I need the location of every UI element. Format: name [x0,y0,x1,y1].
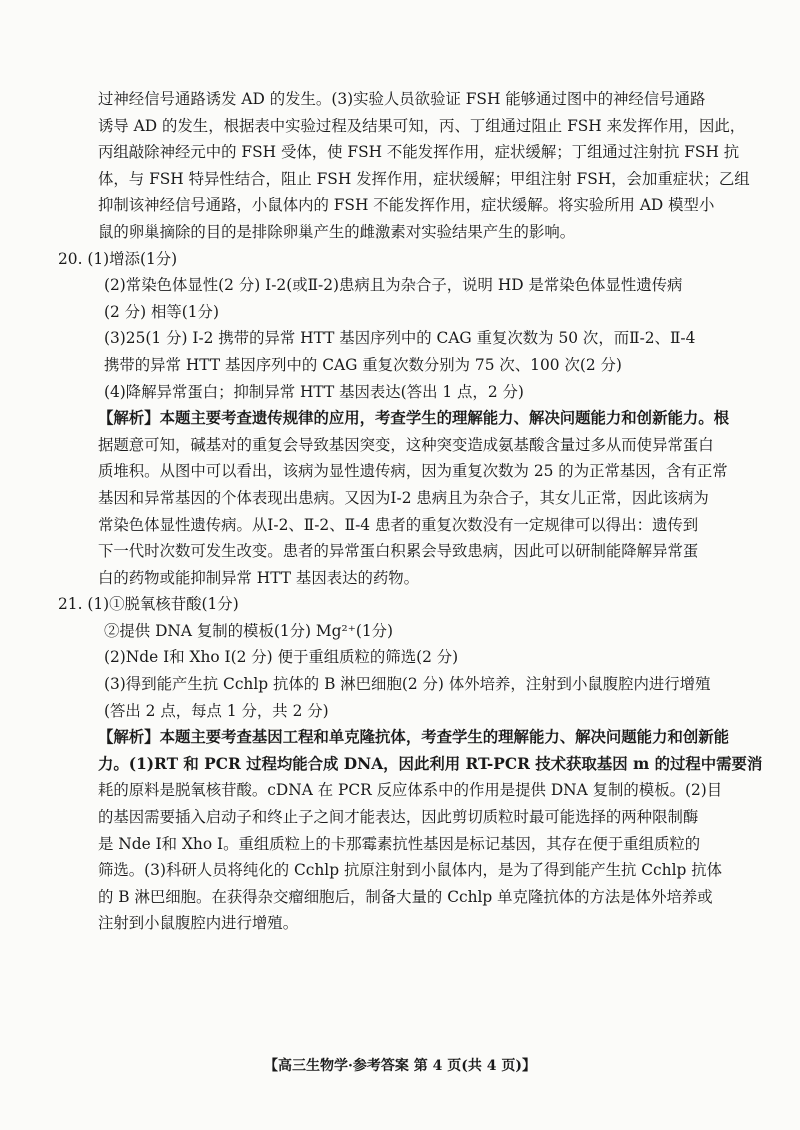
q20-analysis-line: 质堆积。从图中可以看出，该病为显性遗传病，因为重复次数为 25 的为正常基因，含有正常 [98,462,728,481]
q19-analysis-line: 过神经信号通路诱发 AD 的发生。(3)实验人员欲验证 FSH 能够通过图中的神经信号通路 [98,90,706,108]
q20-answer-line: 携带的异常 HTT 基因序列中的 CAG 重复次数分别为 75 次、100 次(2 分) [104,355,622,374]
q21-answer-line: (3)得到能产生抗 Cchlp 抗体的 B 淋巴细胞(2 分) 体外培养，注射到小鼠腹腔内进行增殖 [104,675,711,694]
q19-analysis-line: 诱导 AD 的发生，根据表中实验过程及结果可知，丙、丁组通过阻止 FSH 来发挥作用，因此， [98,116,746,135]
q20-analysis-line: 据题意可知，碱基对的重复会导致基因突变，这种突变造成氨基酸含量过多从而使异常蛋白 [98,435,714,454]
q21-analysis-line: 力。(1)RT 和 PCR 过程均能合成 DNA，因此利用 RT-PCR 技术获取基因 m 的过程中需要消 [98,754,763,773]
q19-analysis-line: 体，与 FSH 特异性结合，阻止 FSH 发挥作用，症状缓解；甲组注射 FSH，会加重症状；乙组 [98,169,750,188]
q21-analysis-line: 注射到小鼠腹腔内进行增殖。 [98,914,299,933]
q21-analysis-line: 【解析】本题主要考查基因工程和单克隆抗体，考查学生的理解能力、解决问题能力和创新能 [98,728,730,747]
q19-analysis-line: 鼠的卵巢摘除的目的是排除卵巢产生的雌激素对实验结果产生的影响。 [98,222,576,241]
q20-answer-line: (3)25(1 分) Ⅰ-2 携带的异常 HTT 基因序列中的 CAG 重复次数为 50 次，而Ⅱ-2、Ⅱ-4 [104,329,696,348]
q21-analysis-line: 是 Nde Ⅰ和 Xho Ⅰ。重组质粒上的卡那霉素抗性基因是标记基因，其存在便于重组质粒的 [98,834,701,853]
q20-answer-line: 20. (1)增添(1分) [58,249,178,268]
page-footer: 【高三生物学·参考答案 第 4 页(共 4 页)】 [264,1058,536,1074]
q20-answer-line: (2)常染色体显性(2 分) Ⅰ-2(或Ⅱ-2)患病且为杂合子，说明 HD 是常染色体显性遗传病 [104,276,683,295]
q20-answer-line: (2 分) 相等(1分) [104,302,219,321]
q20-analysis-line: 白的药物或能抑制异常 HTT 基因表达的药物。 [98,568,420,587]
q20-answer-line: (4)降解异常蛋白；抑制异常 HTT 基因表达(答出 1 点，2 分) [104,382,524,401]
q21-answer-line: (答出 2 点，每点 1 分，共 2 分) [104,701,329,720]
q21-answer-line: ②提供 DNA 复制的模板(1分) Mg²⁺(1分) [104,621,394,640]
q20-analysis-line: 常染色体显性遗传病。从Ⅰ-2、Ⅱ-2、Ⅱ-4 患者的重复次数没有一定规律可以得出：遗传到 [98,515,699,534]
q21-analysis-line: 的 B 淋巴细胞。在获得杂交瘤细胞后，制备大量的 Cchlp 单克隆抗体的方法是体外培养或 [98,887,713,906]
q21-answer-line: (2)Nde Ⅰ和 Xho Ⅰ(2 分) 便于重组质粒的筛选(2 分) [104,648,459,667]
q20-analysis-line: 【解析】本题主要考查遗传规律的应用，考查学生的理解能力、解决问题能力和创新能力。根 [98,409,730,428]
answer-content [58,86,763,937]
q19-analysis-line: 抑制该神经信号通路，小鼠体内的 FSH 不能发挥作用，症状缓解。将实验所用 AD 模型小 [98,196,715,215]
q20-analysis-line: 下一代时次数可发生改变。患者的异常蛋白积累会导致患病，因此可以研制能降解异常蛋 [98,542,699,561]
q21-analysis-line: 的基因需要插入启动子和终止子之间才能表达，因此剪切质粒时最可能选择的两种限制酶 [98,808,699,827]
q21-analysis-line: 筛选。(3)科研人员将纯化的 Cchlp 抗原注射到小鼠体内，是为了得到能产生抗 Cchlp 抗体 [98,861,723,880]
q19-analysis-line: 丙组敲除神经元中的 FSH 受体，使 FSH 不能发挥作用，症状缓解；丁组通过注射抗 FSH 抗 [98,143,740,162]
q20-analysis-line: 基因和异常基因的个体表现出患病。又因为Ⅰ-2 患病且为杂合子，其女儿正常，因此该病为 [98,488,709,507]
q21-analysis-line: 耗的原料是脱氧核苷酸。cDNA 在 PCR 反应体系中的作用是提供 DNA 复制的模板。(2)目 [98,781,723,800]
q21-answer-line: 21. (1)①脱氧核苷酸(1分) [58,595,239,614]
